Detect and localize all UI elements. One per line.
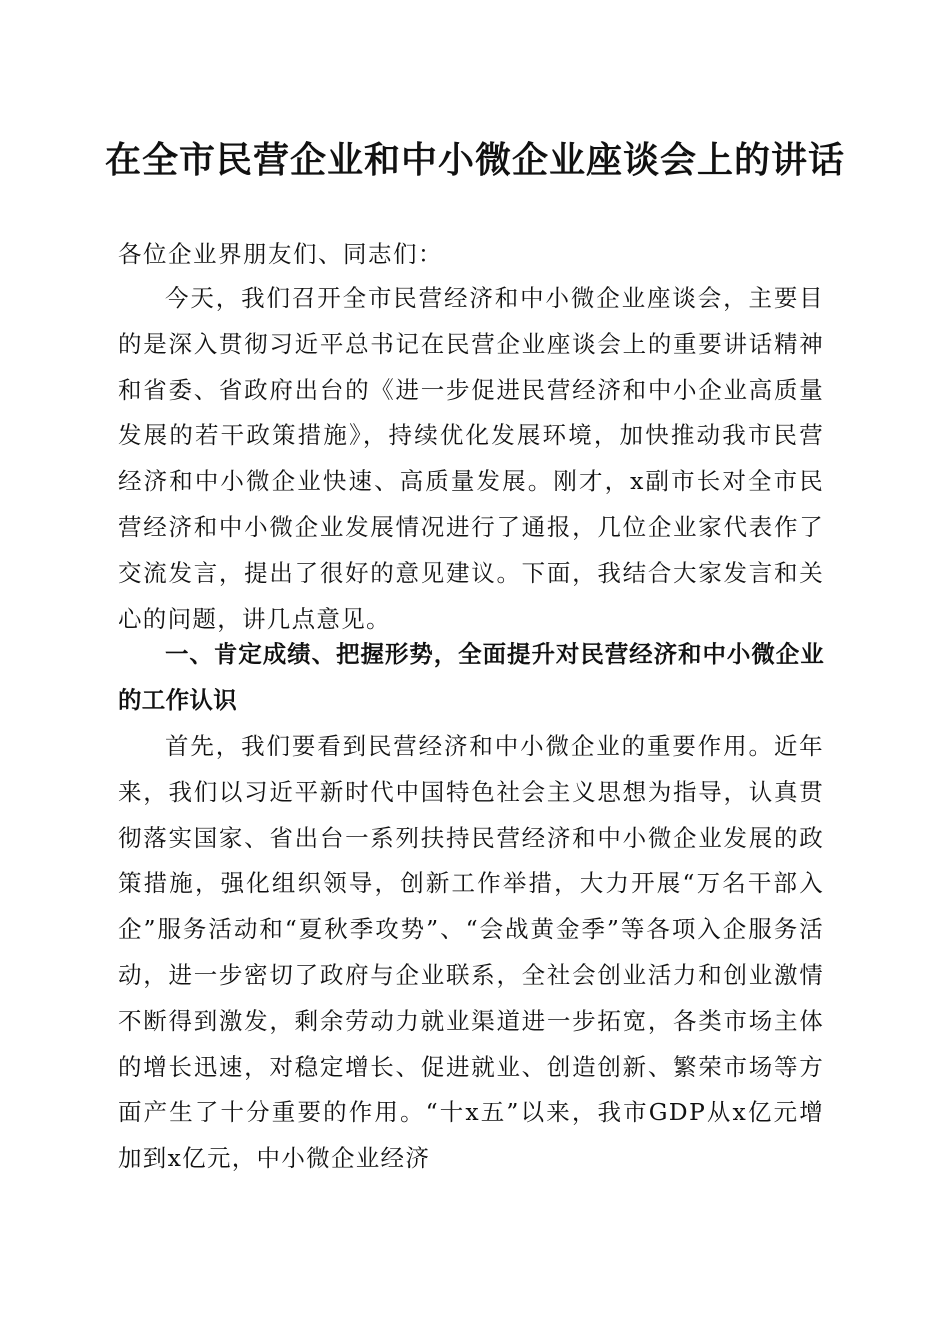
paragraph-achievements: 首先，我们要看到民营经济和中小微企业的重要作用。近年来，我们以习近平新时代中国特色社会主义思想为指导，认真贯彻落实国家、省出台一系列扶持民营经济和中小微企业发展的政策措施，强化组织领导，创新工作举措，大力开展“万名干部入企”服务活动和“夏秋季攻势”、“会战黄金季”等各项入企服务活动，进一步密切了政府与企业联系，全社会创业活力和创业激情不断得到激发，剩余劳动力就业渠道进一步拓宽，各类市场主体的增长迅速，对稳定增长、促进就业、创造创新、繁荣市场等方面产生了十分重要的作用。“十x五”以来，我市GDP从x亿元增加到x亿元，中小微企业经济 — [118, 732, 824, 1173]
salutation: 各位企业界朋友们、同志们： — [118, 240, 443, 268]
document-title: 在全市民营企业和中小微企业座谈会上的讲话 — [104, 139, 845, 181]
paragraph-intro: 今天，我们召开全市民营经济和中小微企业座谈会，主要目的是深入贯彻习近平总书记在民营企业座谈会上的重要讲话精神和省委、省政府出台的《进一步促进民营经济和中小企业高质量发展的若干政策措施》，持续优化发展环境，加快推动我市民营经济和中小微企业快速、高质量发展。刚才，x副市长对全市民营经济和中小微企业发展情况进行了通报，几位企业家代表作了交流发言，提出了很好的意见建议。下面，我结合大家发言和关心的问题，讲几点意见。 — [118, 284, 824, 633]
section-heading-1: 一、肯定成绩、把握形势，全面提升对民营经济和中小微企业的工作认识 — [118, 640, 824, 714]
